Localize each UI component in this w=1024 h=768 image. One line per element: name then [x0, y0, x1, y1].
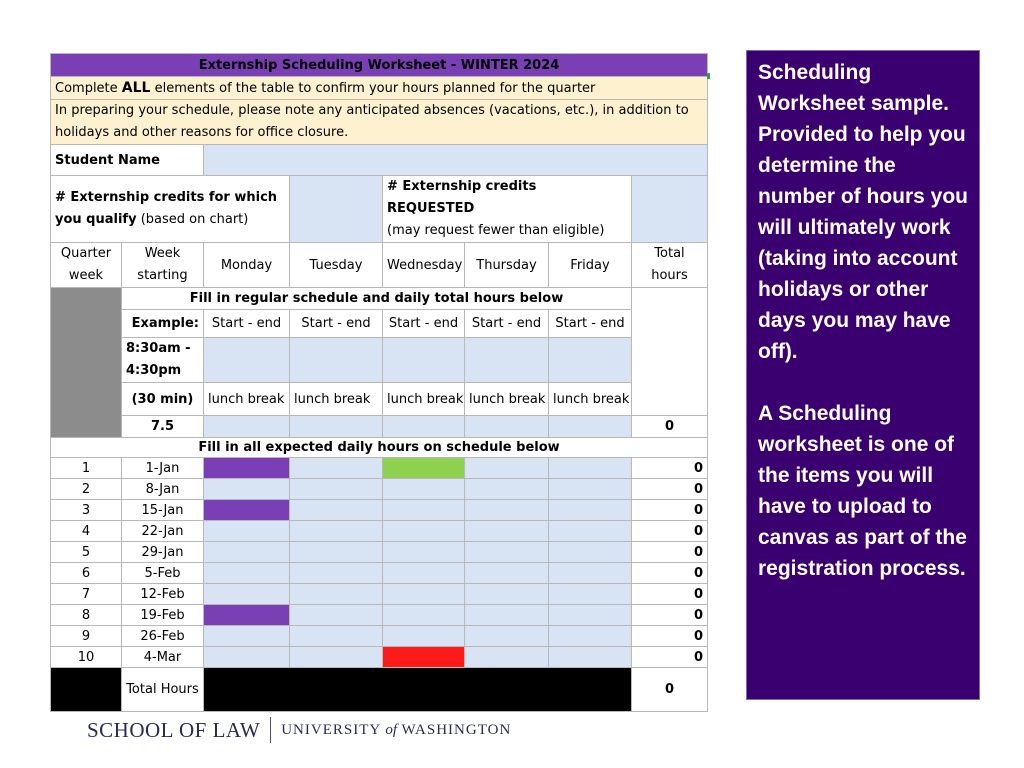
holiday-cell[interactable] [204, 500, 290, 521]
monday-time-input[interactable] [204, 338, 290, 383]
hours-cell[interactable] [465, 479, 549, 500]
hours-cell[interactable] [383, 521, 465, 542]
friday-daily-input[interactable] [549, 416, 632, 438]
hours-cell[interactable] [290, 542, 383, 563]
fill-expected-heading: Fill in all expected daily hours on schedule below [51, 438, 708, 458]
instruction-complete-all: Complete ALL elements of the table to confirm your hours planned for the quarter [51, 77, 708, 100]
total-row-black [51, 668, 122, 712]
hours-cell[interactable] [383, 500, 465, 521]
regular-total: 0 [632, 416, 708, 438]
cell-marker [707, 73, 710, 79]
total-hours-label: Total Hours [122, 668, 204, 712]
closure-cell[interactable] [383, 647, 465, 668]
friday-time-input[interactable] [549, 338, 632, 383]
footer-divider [270, 717, 271, 743]
hours-cell[interactable] [549, 521, 632, 542]
fill-regular-heading: Fill in regular schedule and daily total hours below [122, 288, 632, 310]
thursday-start-end[interactable]: Start - end [465, 310, 549, 338]
hours-cell[interactable] [204, 542, 290, 563]
hours-cell[interactable] [465, 647, 549, 668]
hours-cell[interactable] [549, 647, 632, 668]
week-date: 15-Jan [122, 500, 204, 521]
wednesday-lunch: lunch break [383, 383, 465, 416]
thursday-time-input[interactable] [465, 338, 549, 383]
table-row [51, 458, 708, 479]
week-date: 1-Jan [122, 458, 204, 479]
hours-cell[interactable] [383, 605, 465, 626]
tuesday-time-input[interactable] [290, 338, 383, 383]
hours-cell[interactable] [465, 542, 549, 563]
week-date: 19-Feb [122, 605, 204, 626]
lunch-label: (30 min) [122, 383, 204, 416]
hours-cell[interactable] [204, 479, 290, 500]
hours-cell[interactable] [465, 584, 549, 605]
hours-cell[interactable] [549, 626, 632, 647]
table-row [51, 500, 708, 521]
credits-qualify-label: # Externship credits for which you qualify (based on chart) [51, 176, 290, 243]
week-date: 5-Feb [122, 563, 204, 584]
thursday-lunch: lunch break [465, 383, 549, 416]
week-number: 2 [51, 479, 122, 500]
hours-cell[interactable] [204, 626, 290, 647]
header-total-hours: Total hours [632, 243, 708, 288]
student-name-label: Student Name [51, 145, 204, 176]
week-number: 3 [51, 500, 122, 521]
hours-cell[interactable] [465, 626, 549, 647]
university-name: UNIVERSITY of WASHINGTON [281, 721, 512, 738]
monday-daily-input[interactable] [204, 416, 290, 438]
hours-cell[interactable] [383, 479, 465, 500]
hours-cell[interactable] [549, 500, 632, 521]
tuesday-lunch: lunch break [290, 383, 383, 416]
daily-hours: 7.5 [122, 416, 204, 438]
header-friday: Friday [549, 243, 632, 288]
hours-cell[interactable] [383, 584, 465, 605]
worksheet-title: Externship Scheduling Worksheet - WINTER 2024 [51, 54, 708, 77]
hours-cell[interactable] [290, 500, 383, 521]
table-row [51, 542, 708, 563]
week-date: 26-Feb [122, 626, 204, 647]
week-date: 29-Jan [122, 542, 204, 563]
header-quarter-week: Quarter week [51, 243, 122, 288]
week-number: 8 [51, 605, 122, 626]
example-time: 8:30am - 4:30pm [122, 338, 204, 383]
monday-start-end[interactable]: Start - end [204, 310, 290, 338]
week-total: 0 [632, 584, 708, 605]
hours-cell[interactable] [204, 521, 290, 542]
header-wednesday: Wednesday [383, 243, 465, 288]
hours-cell[interactable] [383, 542, 465, 563]
info-panel [746, 50, 980, 700]
hours-cell[interactable] [290, 479, 383, 500]
header-thursday: Thursday [465, 243, 549, 288]
hours-cell[interactable] [290, 626, 383, 647]
instruction-absences: In preparing your schedule, please note any anticipated absences (vacations, etc.), in addition to holidays and other reasons for office closure. [51, 100, 708, 145]
week-number: 5 [51, 542, 122, 563]
credits-requested-input[interactable] [632, 176, 708, 243]
wednesday-time-input[interactable] [383, 338, 465, 383]
week-number: 9 [51, 626, 122, 647]
hours-cell[interactable] [549, 563, 632, 584]
footer-logo [87, 717, 511, 743]
week-total: 0 [632, 521, 708, 542]
hours-cell[interactable] [290, 647, 383, 668]
hours-cell[interactable] [290, 605, 383, 626]
holiday-cell[interactable] [204, 605, 290, 626]
header-tuesday: Tuesday [290, 243, 383, 288]
hours-cell[interactable] [204, 647, 290, 668]
highlight-cell[interactable] [383, 458, 465, 479]
hours-cell[interactable] [383, 626, 465, 647]
week-total: 0 [632, 563, 708, 584]
hours-cell[interactable] [549, 605, 632, 626]
hours-cell[interactable] [465, 458, 549, 479]
week-number: 7 [51, 584, 122, 605]
week-total: 0 [632, 626, 708, 647]
hours-cell[interactable] [465, 605, 549, 626]
monday-lunch: lunch break [204, 383, 290, 416]
holiday-cell[interactable] [204, 458, 290, 479]
hours-cell[interactable] [549, 542, 632, 563]
scheduling-worksheet [50, 53, 707, 699]
week-total: 0 [632, 458, 708, 479]
example-label: Example: [122, 310, 204, 338]
friday-lunch: lunch break [549, 383, 632, 416]
week-number: 4 [51, 521, 122, 542]
hours-cell[interactable] [383, 563, 465, 584]
week-date: 8-Jan [122, 479, 204, 500]
week-number: 10 [51, 647, 122, 668]
grey-block [51, 288, 122, 438]
hours-cell[interactable] [290, 521, 383, 542]
grand-total: 0 [632, 668, 708, 712]
table-row [51, 584, 708, 605]
wednesday-start-end[interactable]: Start - end [383, 310, 465, 338]
wednesday-daily-input[interactable] [383, 416, 465, 438]
header-monday: Monday [204, 243, 290, 288]
table-row [51, 647, 708, 668]
week-date: 22-Jan [122, 521, 204, 542]
hours-cell[interactable] [549, 479, 632, 500]
week-total: 0 [632, 605, 708, 626]
table-row [51, 626, 708, 647]
info-paragraph-1: Scheduling Worksheet sample. Provided to help you determine the number of hours you will ultimately work (taking into account holidays or other days you may have off). [758, 61, 968, 363]
table-row [51, 521, 708, 542]
tuesday-daily-input[interactable] [290, 416, 383, 438]
hours-cell[interactable] [290, 563, 383, 584]
table-row [51, 563, 708, 584]
table-row [51, 605, 708, 626]
info-paragraph-2: A Scheduling worksheet is one of the items you will have to upload to canvas as part of the registration process. [758, 402, 967, 580]
hours-cell[interactable] [290, 458, 383, 479]
week-total: 0 [632, 479, 708, 500]
week-number: 6 [51, 563, 122, 584]
week-date: 4-Mar [122, 647, 204, 668]
total-row-black-span [204, 668, 632, 712]
hours-cell[interactable] [290, 584, 383, 605]
hours-cell[interactable] [465, 563, 549, 584]
hours-cell[interactable] [549, 584, 632, 605]
week-number: 1 [51, 458, 122, 479]
hours-cell[interactable] [204, 584, 290, 605]
hours-cell[interactable] [204, 563, 290, 584]
tuesday-start-end[interactable]: Start - end [290, 310, 383, 338]
week-total: 0 [632, 647, 708, 668]
school-of-law: SCHOOL OF LAW [87, 717, 261, 742]
header-week-starting: Week starting [122, 243, 204, 288]
week-date: 12-Feb [122, 584, 204, 605]
hours-cell[interactable] [465, 521, 549, 542]
thursday-daily-input[interactable] [465, 416, 549, 438]
credits-qualify-input[interactable] [290, 176, 383, 243]
friday-start-end[interactable]: Start - end [549, 310, 632, 338]
student-name-input[interactable] [204, 145, 708, 176]
credits-requested-label: # Externship credits REQUESTED (may request fewer than eligible) [383, 176, 632, 243]
hours-cell[interactable] [465, 500, 549, 521]
table-row [51, 479, 708, 500]
week-total: 0 [632, 542, 708, 563]
hours-cell[interactable] [549, 458, 632, 479]
regular-total-spacer [632, 288, 708, 416]
week-total: 0 [632, 500, 708, 521]
